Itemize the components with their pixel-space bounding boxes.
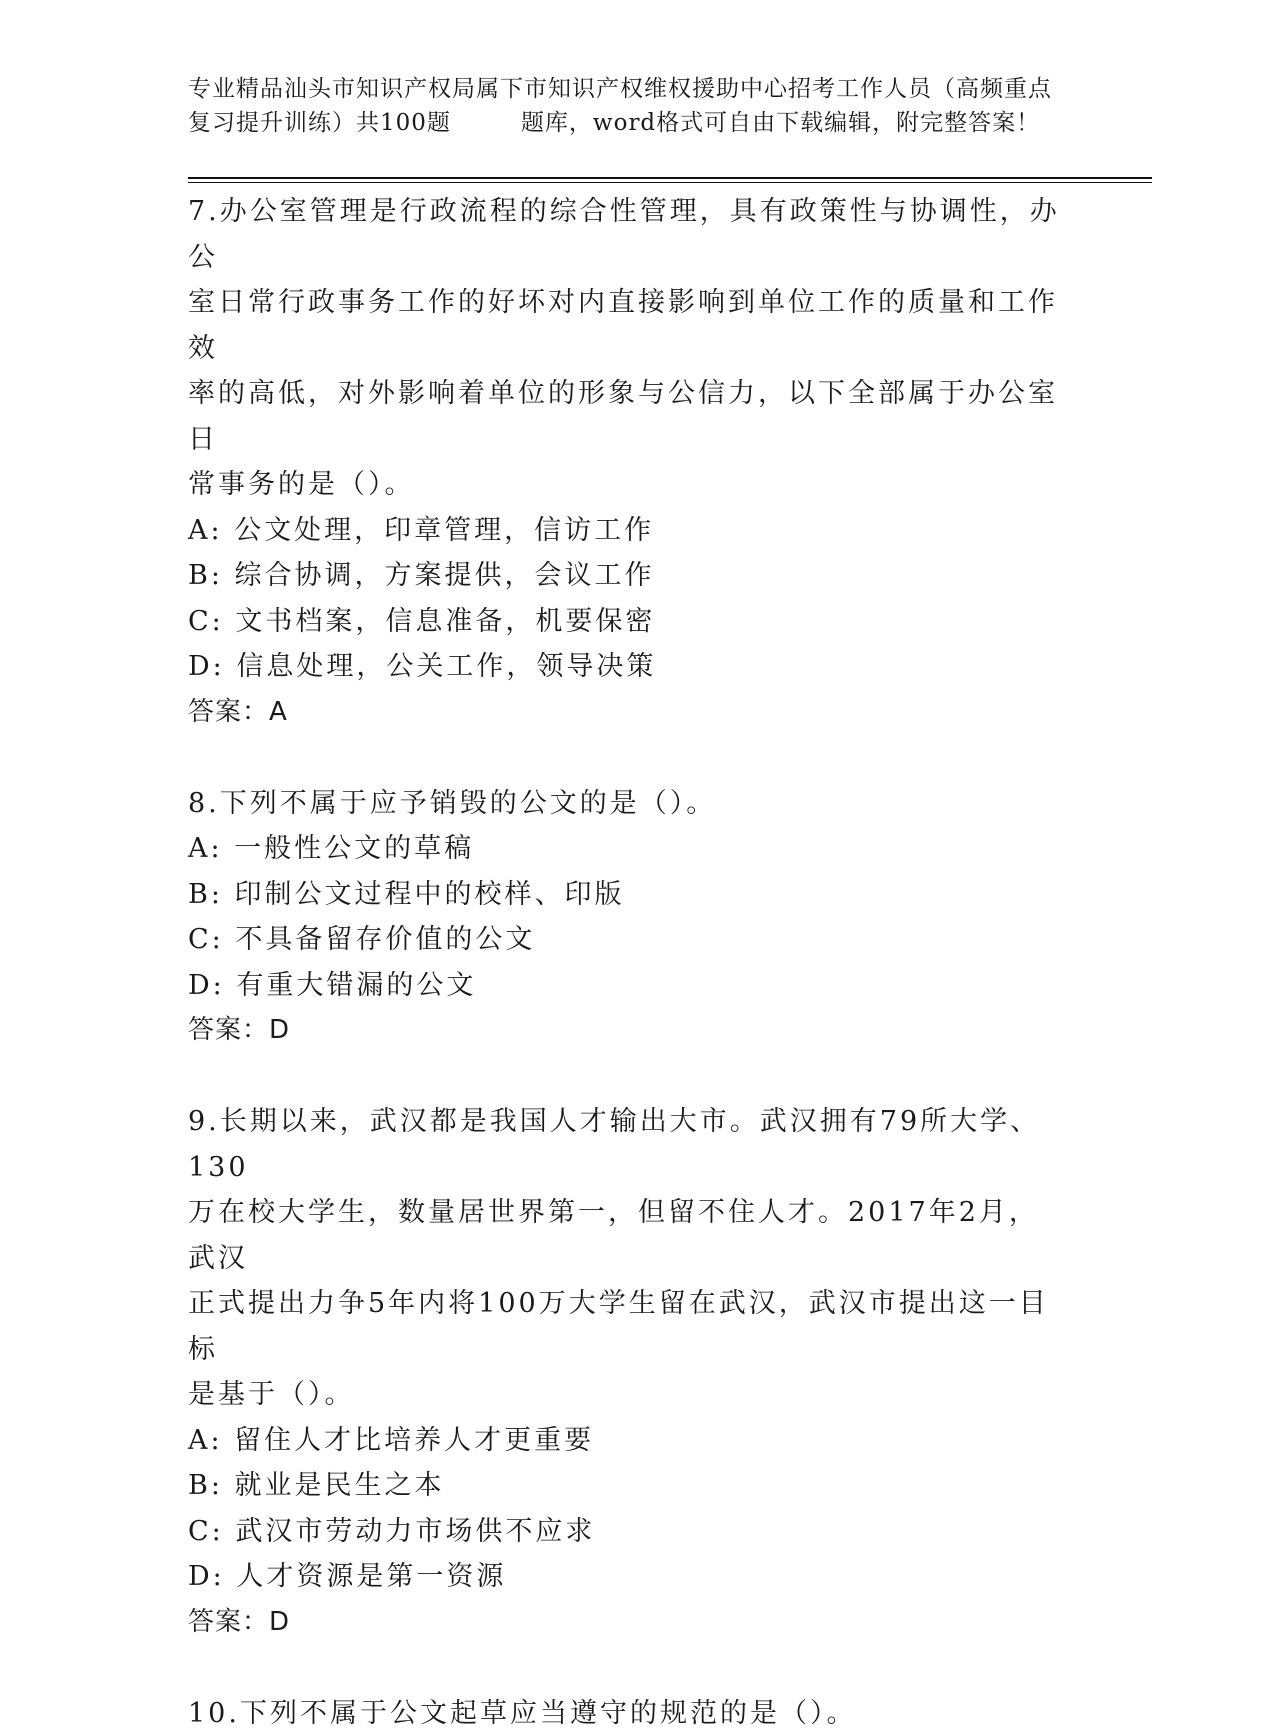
answer-line: 答案：D — [188, 1008, 1068, 1054]
option-b: B: 就业是民生之本 — [188, 1463, 1068, 1509]
header-title-line2-left: 复习提升训练）共100题 — [188, 110, 451, 136]
question-stem-line: 室日常行政事务工作的好坏对内直接影响到单位工作的质量和工作效 — [188, 280, 1068, 371]
header-divider-thick — [188, 177, 1152, 179]
option-d: D: 人才资源是第一资源 — [188, 1554, 1068, 1600]
question-stem-line: 8.下列不属于应予销毁的公文的是（）。 — [188, 781, 1068, 827]
question-stem-line: 万在校大学生，数量居世界第一，但留不住人才。2017年2月，武汉 — [188, 1190, 1068, 1281]
question-stem-line: 常事务的是（）。 — [188, 462, 1068, 508]
question-stem-line: 率的高低，对外影响着单位的形象与公信力，以下全部属于办公室日 — [188, 371, 1068, 462]
answer-line: 答案：D — [188, 1600, 1068, 1646]
option-d: D: 有重大错漏的公文 — [188, 963, 1068, 1009]
question-10 — [188, 1691, 1068, 1736]
option-c: C: 武汉市劳动力市场供不应求 — [188, 1509, 1068, 1555]
option-a: A: 留住人才比培养人才更重要 — [188, 1418, 1068, 1464]
question-list — [188, 189, 1068, 1736]
header-divider-thin — [188, 182, 1152, 183]
question-8 — [188, 781, 1068, 1054]
option-c: C: 文书档案，信息准备，机要保密 — [188, 599, 1068, 645]
option-b: B: 印制公文过程中的校样、印版 — [188, 872, 1068, 918]
question-stem-line: 正式提出力争5年内将100万大学生留在武汉，武汉市提出这一目标 — [188, 1281, 1068, 1372]
option-d: D: 信息处理，公关工作，领导决策 — [188, 644, 1068, 690]
question-stem-line: 10.下列不属于公文起草应当遵守的规范的是（）。 — [188, 1691, 1068, 1736]
option-b: B: 综合协调，方案提供，会议工作 — [188, 553, 1068, 599]
header-title-line2-right: 题库，word格式可自由下载编辑，附完整答案！ — [521, 110, 1040, 136]
header-title-line1: 专业精品汕头市知识产权局属下市知识产权维权援助中心招考工作人员（高频重点 — [188, 72, 1088, 106]
option-a: A: 一般性公文的草稿 — [188, 826, 1068, 872]
answer-line: 答案：A — [188, 690, 1068, 736]
page-header — [188, 72, 1088, 140]
header-title-line2 — [188, 106, 1088, 140]
question-stem-line: 是基于（）。 — [188, 1372, 1068, 1418]
option-a: A: 公文处理，印章管理，信访工作 — [188, 508, 1068, 554]
option-c: C: 不具备留存价值的公文 — [188, 917, 1068, 963]
question-9 — [188, 1099, 1068, 1645]
question-stem-line: 9.长期以来，武汉都是我国人才输出大市。武汉拥有79所大学、130 — [188, 1099, 1068, 1190]
question-7 — [188, 189, 1068, 735]
question-stem-line: 7.办公室管理是行政流程的综合性管理，具有政策性与协调性，办公 — [188, 189, 1068, 280]
